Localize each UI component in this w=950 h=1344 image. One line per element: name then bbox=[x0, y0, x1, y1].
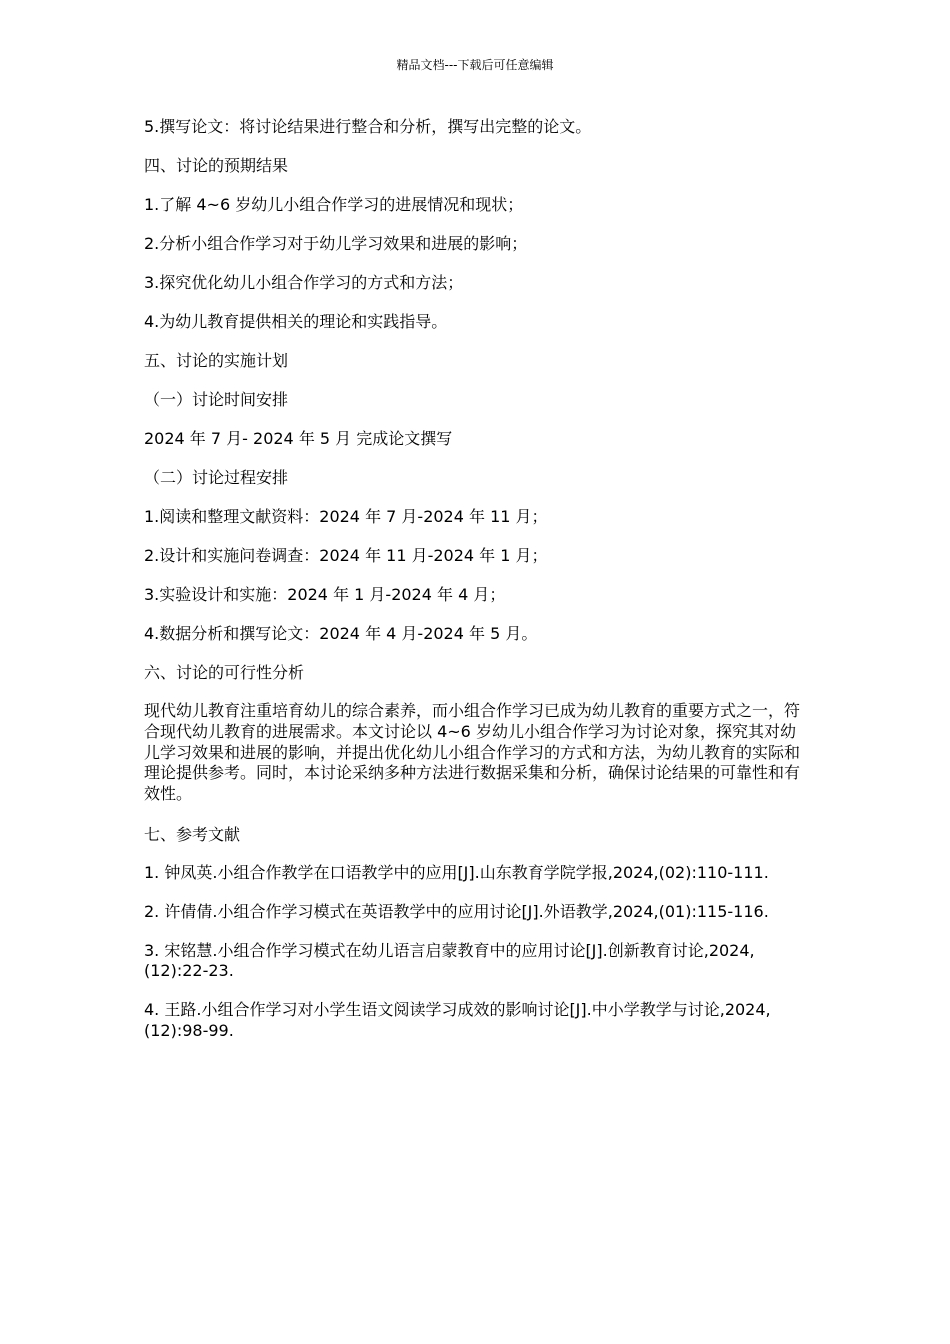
feasibility-paragraph: 现代幼儿教育注重培育幼儿的综合素养，而小组合作学习已成为幼儿教育的重要方式之一，符合现代幼儿教育的进展需求。本文讨论以 4~6 岁幼儿小组合作学习为讨论对象，探究其对幼儿学习效果和进展的影响，并提出优化幼儿小组合作学习的方式和方法，为幼儿教育的实际和理论提供参考。同时，本讨论采纳多种方法进行数据采集和分析，确保讨论结果的可靠性和有效性。 bbox=[144, 701, 801, 804]
document-body bbox=[144, 116, 804, 1060]
expected-result-item: 1.了解 4~6 岁幼儿小组合作学习的进展情况和现状； bbox=[144, 195, 524, 214]
section-heading-feasibility: 六、讨论的可行性分析 bbox=[144, 663, 305, 682]
expected-result-item: 3.探究优化幼儿小组合作学习的方式和方法； bbox=[144, 273, 464, 292]
process-schedule-item: 1.阅读和整理文献资料：2024 年 7 月-2024 年 11 月； bbox=[144, 507, 548, 526]
process-schedule-item: 2.设计和实施问卷调查：2024 年 11 月-2024 年 1 月； bbox=[144, 546, 548, 565]
process-schedule-item: 4.数据分析和撰写论文：2024 年 4 月-2024 年 5 月。 bbox=[144, 624, 538, 643]
time-schedule-text: 2024 年 7 月- 2024 年 5 月 完成论文撰写 bbox=[144, 429, 453, 448]
page-header: 精品文档---下载后可任意编辑 bbox=[396, 58, 554, 72]
reference-item: 2. 许倩倩.小组合作学习模式在英语教学中的应用讨论[J].外语教学,2024,(01):115-116. bbox=[144, 901, 769, 921]
subsection-heading-time-schedule: （一）讨论时间安排 bbox=[144, 390, 289, 409]
reference-item: 4. 王路.小组合作学习对小学生语文阅读学习成效的影响讨论[J].中小学教学与讨论,2024,(12):98-99. bbox=[144, 1000, 771, 1040]
subsection-heading-process-schedule: （二）讨论过程安排 bbox=[144, 468, 289, 487]
section-heading-references: 七、参考文献 bbox=[144, 824, 241, 844]
step-write-thesis: 5.撰写论文：将讨论结果进行整合和分析，撰写出完整的论文。 bbox=[144, 117, 592, 136]
section-heading-implementation-plan: 五、讨论的实施计划 bbox=[144, 351, 289, 370]
reference-item: 1. 钟凤英.小组合作教学在口语教学中的应用[J].山东教育学院学报,2024,(02):110-111. bbox=[144, 862, 769, 882]
expected-result-item: 2.分析小组合作学习对于幼儿学习效果和进展的影响； bbox=[144, 234, 528, 253]
process-schedule-item: 3.实验设计和实施：2024 年 1 月-2024 年 4 月； bbox=[144, 585, 506, 604]
expected-result-item: 4.为幼儿教育提供相关的理论和实践指导。 bbox=[144, 312, 448, 331]
section-heading-expected-results: 四、讨论的预期结果 bbox=[144, 156, 289, 175]
reference-item: 3. 宋铭慧.小组合作学习模式在幼儿语言启蒙教育中的应用讨论[J].创新教育讨论,2024,(12):22-23. bbox=[144, 940, 755, 981]
